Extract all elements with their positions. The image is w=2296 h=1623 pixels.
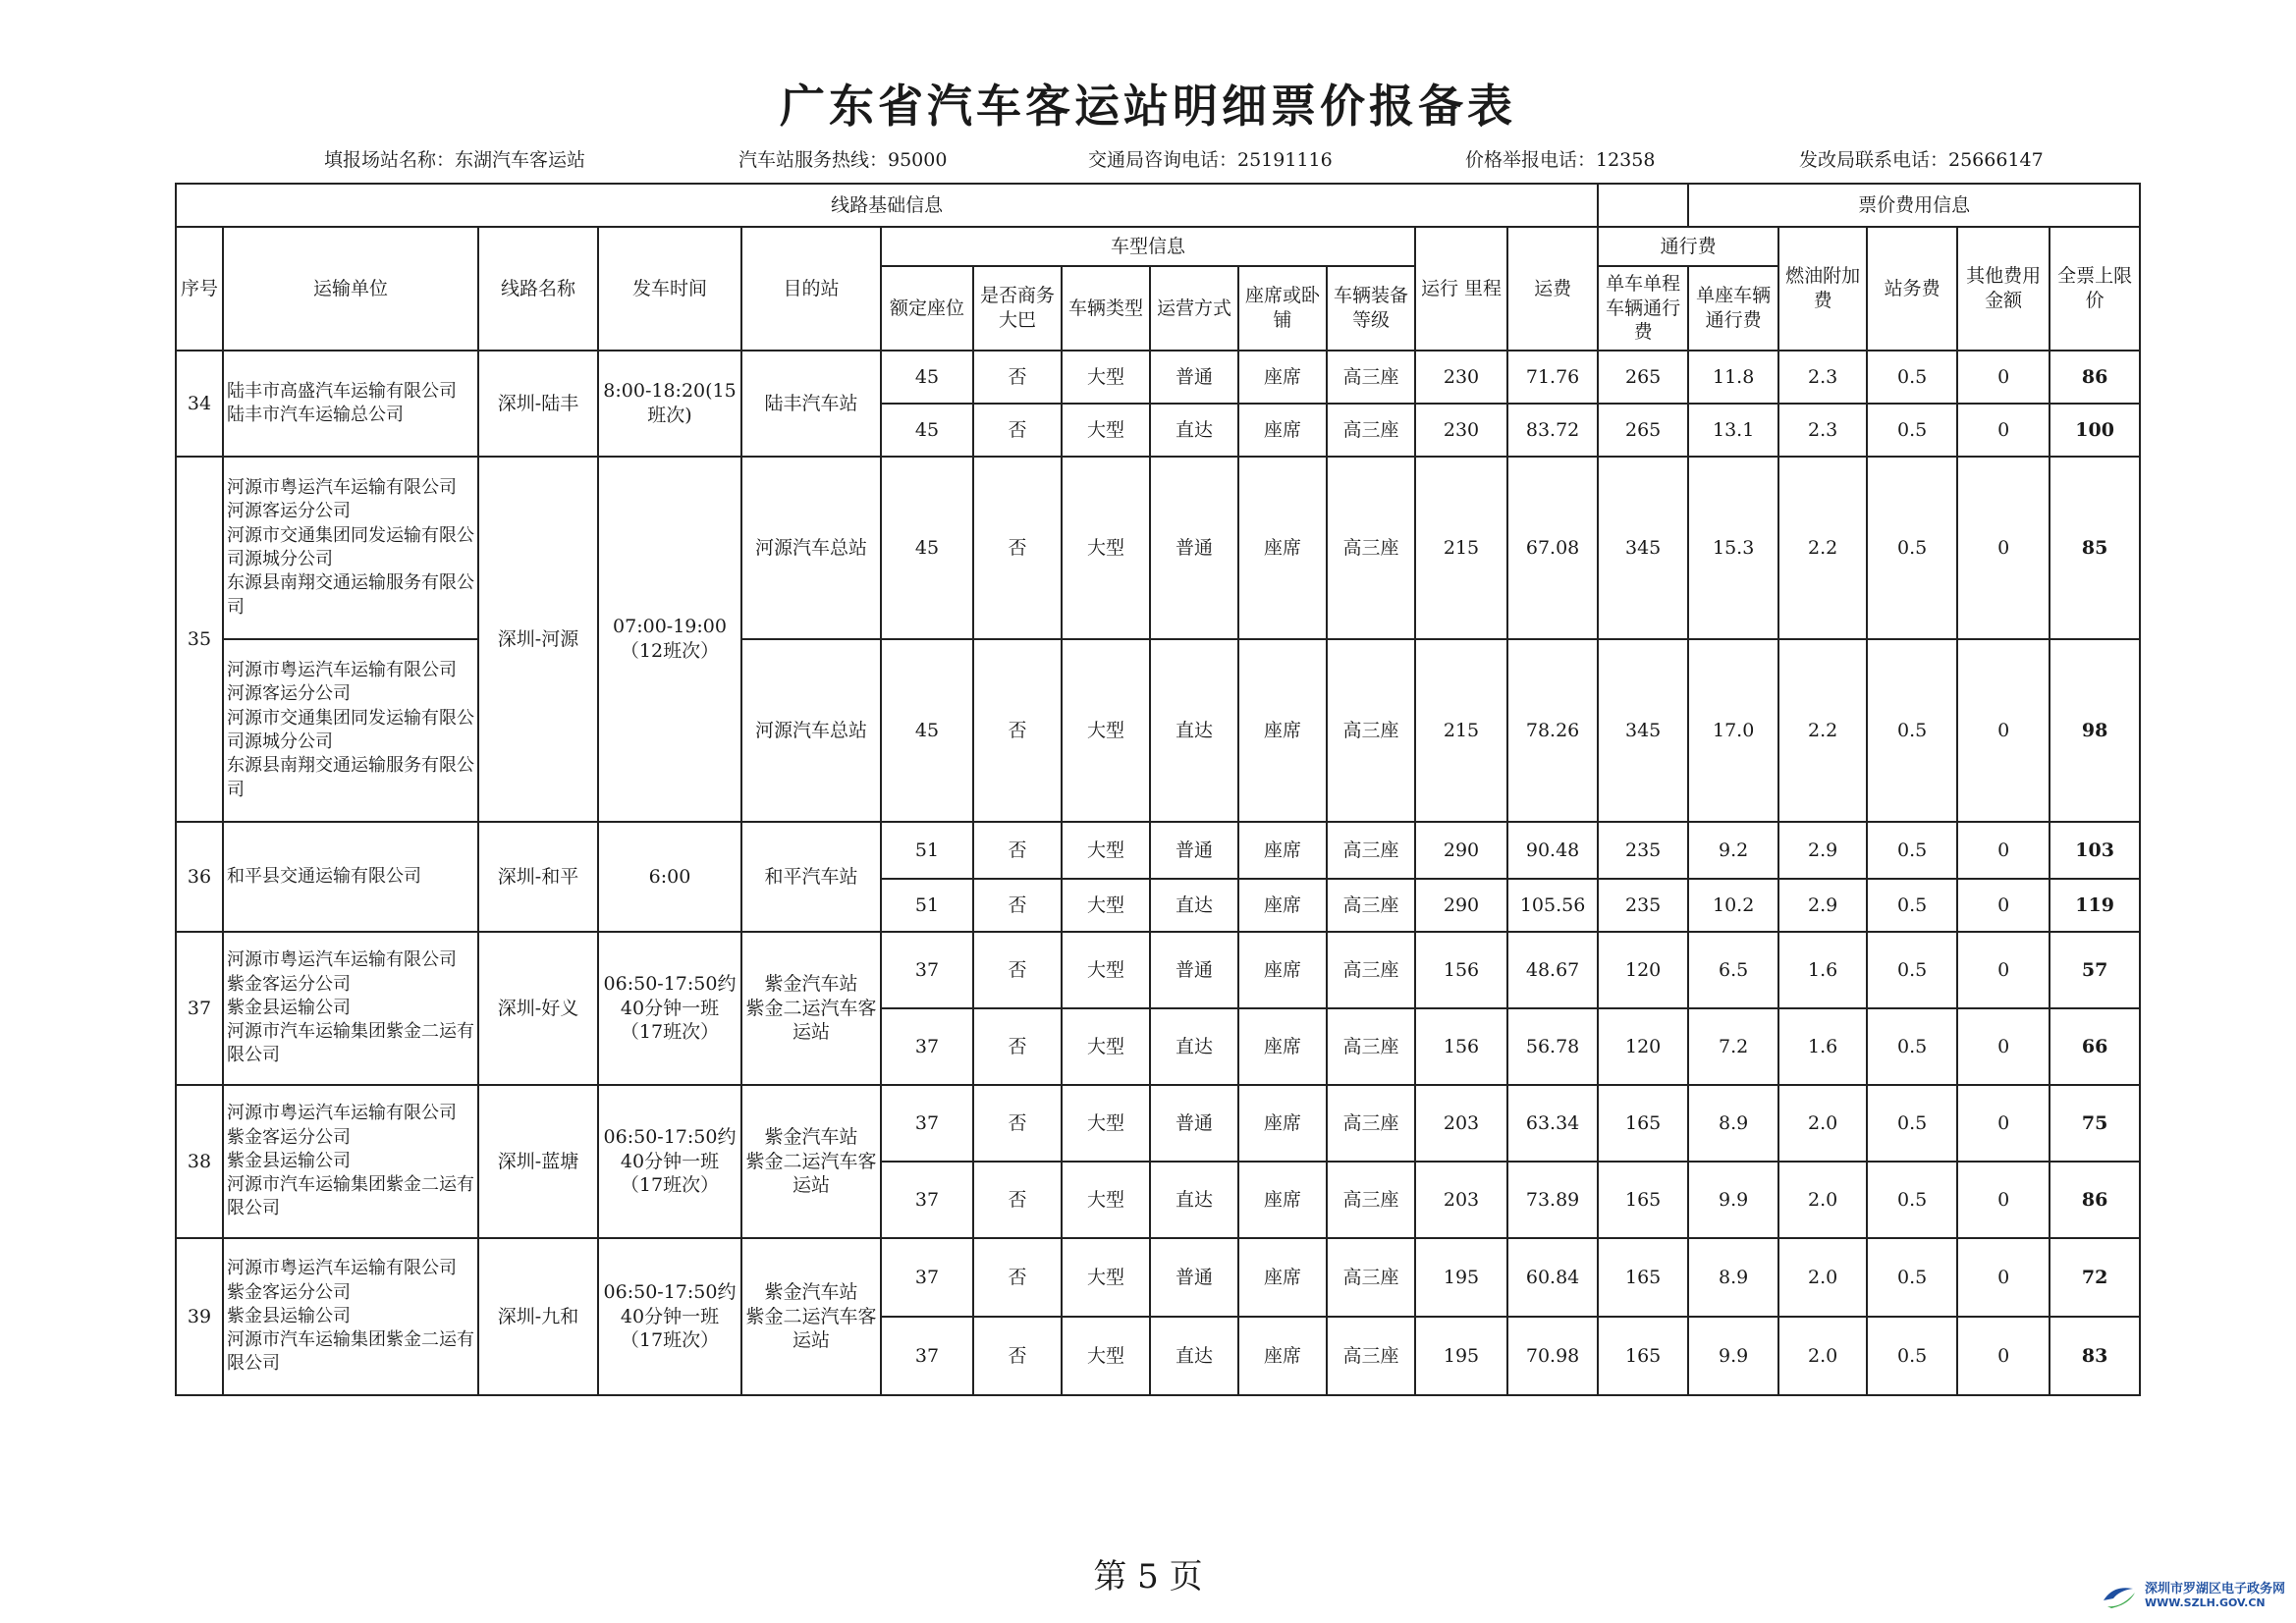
toll-seat-cell: 6.5 — [1688, 932, 1778, 1008]
seats-cell: 37 — [881, 1008, 973, 1085]
line-name-header: 线路名称 — [478, 227, 598, 351]
grade-cell: 高三座 — [1327, 457, 1415, 639]
other-fee-cell: 0 — [1957, 822, 2050, 879]
toll-vehicle-cell: 345 — [1598, 457, 1688, 639]
destination-cell: 紫金汽车站 紫金二运汽车客运站 — [741, 932, 881, 1085]
vtype-cell: 大型 — [1062, 404, 1150, 457]
grade-cell: 高三座 — [1327, 1085, 1415, 1162]
line-info-header: 线路基础信息 — [176, 184, 1598, 227]
fare-cell: 48.67 — [1507, 932, 1598, 1008]
depart-time-cell: 06:50-17:50约40分钟一班 （17班次） — [598, 1238, 741, 1395]
grade-cell: 高三座 — [1327, 1317, 1415, 1395]
mileage-cell: 203 — [1415, 1085, 1507, 1162]
seats-header: 额定座位 — [881, 266, 973, 351]
toll-seat-cell: 9.2 — [1688, 822, 1778, 879]
toll-header: 通行费 — [1598, 227, 1778, 266]
watermark-logo — [2100, 1581, 2285, 1610]
vtype-cell: 大型 — [1062, 1317, 1150, 1395]
seats-cell: 37 — [881, 932, 973, 1008]
grade-cell: 高三座 — [1327, 351, 1415, 404]
depart-time-cell: 6:00 — [598, 822, 741, 932]
business-cell: 否 — [973, 879, 1062, 932]
business-header: 是否商务大巴 — [973, 266, 1062, 351]
op-mode-cell: 直达 — [1150, 404, 1238, 457]
vtype-cell: 大型 — [1062, 932, 1150, 1008]
fare-cell: 90.48 — [1507, 822, 1598, 879]
toll-vehicle-cell: 165 — [1598, 1238, 1688, 1317]
station-fee-cell: 0.5 — [1867, 1162, 1957, 1238]
mileage-cell: 156 — [1415, 1008, 1507, 1085]
vtype-header: 车辆类型 — [1062, 266, 1150, 351]
unit-header: 运输单位 — [223, 227, 478, 351]
mileage-cell: 156 — [1415, 932, 1507, 1008]
business-cell: 否 — [973, 932, 1062, 1008]
table-row — [176, 457, 2140, 639]
toll-seat-cell: 17.0 — [1688, 639, 1778, 822]
toll-seat-cell: 15.3 — [1688, 457, 1778, 639]
grade-cell: 高三座 — [1327, 879, 1415, 932]
op-mode-cell: 直达 — [1150, 1008, 1238, 1085]
business-cell: 否 — [973, 1008, 1062, 1085]
vtype-cell: 大型 — [1062, 1162, 1150, 1238]
cap-price-cell: 85 — [2050, 457, 2140, 639]
toll-seat-cell: 7.2 — [1688, 1008, 1778, 1085]
page-title: 广东省汽车客运站明细票价报备表 — [780, 80, 1516, 133]
toll-seat-cell: 8.9 — [1688, 1238, 1778, 1317]
table-row — [176, 1085, 2140, 1162]
grade-cell: 高三座 — [1327, 1162, 1415, 1238]
mileage-cell: 195 — [1415, 1317, 1507, 1395]
op-mode-cell: 直达 — [1150, 879, 1238, 932]
fare-cell: 83.72 — [1507, 404, 1598, 457]
fuel-cell: 2.3 — [1778, 404, 1867, 457]
toll-vehicle-cell: 235 — [1598, 879, 1688, 932]
other-fee-cell: 0 — [1957, 351, 2050, 404]
table-row — [176, 822, 2140, 879]
vtype-cell: 大型 — [1062, 822, 1150, 879]
business-cell: 否 — [973, 822, 1062, 879]
station-fee-cell: 0.5 — [1867, 1317, 1957, 1395]
mileage-cell: 230 — [1415, 351, 1507, 404]
vtype-cell: 大型 — [1062, 879, 1150, 932]
fuel-cell: 2.0 — [1778, 1238, 1867, 1317]
seat-kind-cell: 座席 — [1238, 822, 1327, 879]
toll-vehicle-cell: 165 — [1598, 1085, 1688, 1162]
vtype-cell: 大型 — [1062, 351, 1150, 404]
cap-price-cell: 66 — [2050, 1008, 2140, 1085]
toll-vehicle-cell: 265 — [1598, 404, 1688, 457]
toll-vehicle-cell: 165 — [1598, 1317, 1688, 1395]
seat-kind-cell: 座席 — [1238, 879, 1327, 932]
mileage-cell: 230 — [1415, 404, 1507, 457]
seat-kind-cell: 座席 — [1238, 639, 1327, 822]
vtype-cell: 大型 — [1062, 1085, 1150, 1162]
grade-cell: 高三座 — [1327, 639, 1415, 822]
fuel-cell: 1.6 — [1778, 932, 1867, 1008]
destination-cell: 河源汽车总站 — [741, 639, 881, 822]
other-fee-cell: 0 — [1957, 457, 2050, 639]
depart-time-cell: 06:50-17:50约40分钟一班 （17班次） — [598, 1085, 741, 1238]
op-mode-cell: 普通 — [1150, 932, 1238, 1008]
vtype-cell: 大型 — [1062, 1238, 1150, 1317]
station-fee-cell: 0.5 — [1867, 932, 1957, 1008]
op-mode-header: 运营方式 — [1150, 266, 1238, 351]
seats-cell: 37 — [881, 1238, 973, 1317]
line-name-cell: 深圳-好义 — [478, 932, 598, 1085]
cap-price-cell: 86 — [2050, 351, 2140, 404]
seq-cell: 34 — [176, 351, 223, 457]
station-fee-cell: 0.5 — [1867, 404, 1957, 457]
mileage-cell: 215 — [1415, 457, 1507, 639]
business-cell: 否 — [973, 1238, 1062, 1317]
seq-cell: 36 — [176, 822, 223, 932]
depart-time-cell: 06:50-17:50约40分钟一班 （17班次） — [598, 932, 741, 1085]
transport-phone: 交通局咨询电话：25191116 — [1088, 149, 1333, 171]
blank-header — [1598, 184, 1688, 227]
fare-table — [175, 183, 2141, 1396]
business-cell: 否 — [973, 1162, 1062, 1238]
seats-cell: 45 — [881, 351, 973, 404]
ndrc-phone: 发改局联系电话：25666147 — [1799, 149, 2044, 171]
seq-cell: 38 — [176, 1085, 223, 1238]
seat-kind-cell: 座席 — [1238, 1238, 1327, 1317]
cap-price-cell: 86 — [2050, 1162, 2140, 1238]
grade-cell: 高三座 — [1327, 1008, 1415, 1085]
business-cell: 否 — [973, 1085, 1062, 1162]
unit-cell: 和平县交通运输有限公司 — [223, 822, 478, 932]
cap-price-cell: 72 — [2050, 1238, 2140, 1317]
station-fee-cell: 0.5 — [1867, 457, 1957, 639]
mileage-header: 运行 里程 — [1415, 227, 1507, 351]
cap-price-cell: 103 — [2050, 822, 2140, 879]
line-name-cell: 深圳-九和 — [478, 1238, 598, 1395]
op-mode-cell: 普通 — [1150, 457, 1238, 639]
op-mode-cell: 普通 — [1150, 822, 1238, 879]
price-report-phone: 价格举报电话：12358 — [1465, 149, 1656, 171]
unit-cell: 河源市粤运汽车运输有限公司 河源客运分公司 河源市交通集团同发运输有限公司源城分公司 东源县南翔交通运输服务有限公司 — [223, 639, 478, 822]
cap-price-cell: 57 — [2050, 932, 2140, 1008]
unit-cell: 河源市粤运汽车运输有限公司 河源客运分公司 河源市交通集团同发运输有限公司源城分公司 东源县南翔交通运输服务有限公司 — [223, 457, 478, 639]
station-fee-cell: 0.5 — [1867, 351, 1957, 404]
fuel-cell: 2.9 — [1778, 822, 1867, 879]
business-cell: 否 — [973, 351, 1062, 404]
fare-cell: 63.34 — [1507, 1085, 1598, 1162]
fare-cell: 56.78 — [1507, 1008, 1598, 1085]
op-mode-cell: 普通 — [1150, 1085, 1238, 1162]
toll-seat-cell: 13.1 — [1688, 404, 1778, 457]
mileage-cell: 203 — [1415, 1162, 1507, 1238]
depart-time-cell: 8:00-18:20(15班次) — [598, 351, 741, 457]
mileage-cell: 215 — [1415, 639, 1507, 822]
other-fee-cell: 0 — [1957, 932, 2050, 1008]
cap-price-cell: 100 — [2050, 404, 2140, 457]
fuel-cell: 2.0 — [1778, 1085, 1867, 1162]
watermark-line2: WWW.SZLH.GOV.CN — [2145, 1596, 2266, 1610]
unit-cell: 河源市粤运汽车运输有限公司 紫金客运分公司 紫金县运输公司 河源市汽车运输集团紫金二运有限公司 — [223, 1085, 478, 1238]
toll-vehicle-header: 单车单程车辆通行费 — [1598, 266, 1688, 351]
seat-kind-cell: 座席 — [1238, 932, 1327, 1008]
cap-price-cell: 83 — [2050, 1317, 2140, 1395]
mileage-cell: 290 — [1415, 822, 1507, 879]
mileage-cell: 195 — [1415, 1238, 1507, 1317]
grade-cell: 高三座 — [1327, 822, 1415, 879]
other-fee-cell: 0 — [1957, 879, 2050, 932]
vtype-cell: 大型 — [1062, 1008, 1150, 1085]
destination-header: 目的站 — [741, 227, 881, 351]
station-fee-cell: 0.5 — [1867, 1238, 1957, 1317]
vtype-cell: 大型 — [1062, 639, 1150, 822]
seat-kind-cell: 座席 — [1238, 404, 1327, 457]
unit-cell: 陆丰市高盛汽车运输有限公司 陆丰市汽车运输总公司 — [223, 351, 478, 457]
seq-cell: 39 — [176, 1238, 223, 1395]
price-info-header: 票价费用信息 — [1688, 184, 2140, 227]
fuel-cell: 1.6 — [1778, 1008, 1867, 1085]
fuel-cell: 2.0 — [1778, 1317, 1867, 1395]
fare-cell: 67.08 — [1507, 457, 1598, 639]
fuel-cell: 2.3 — [1778, 351, 1867, 404]
fare-cell: 71.76 — [1507, 351, 1598, 404]
fare-cell: 73.89 — [1507, 1162, 1598, 1238]
op-mode-cell: 直达 — [1150, 1162, 1238, 1238]
fare-cell: 78.26 — [1507, 639, 1598, 822]
unit-cell: 河源市粤运汽车运输有限公司 紫金客运分公司 紫金县运输公司 河源市汽车运输集团紫金二运有限公司 — [223, 932, 478, 1085]
fare-cell: 105.56 — [1507, 879, 1598, 932]
grade-cell: 高三座 — [1327, 1238, 1415, 1317]
business-cell: 否 — [973, 404, 1062, 457]
seat-kind-cell: 座席 — [1238, 457, 1327, 639]
fuel-cell: 2.9 — [1778, 879, 1867, 932]
toll-vehicle-cell: 265 — [1598, 351, 1688, 404]
seat-kind-cell: 座席 — [1238, 1085, 1327, 1162]
grade-header: 车辆装备等级 — [1327, 266, 1415, 351]
op-mode-cell: 直达 — [1150, 1317, 1238, 1395]
other-fee-cell: 0 — [1957, 1238, 2050, 1317]
seq-cell: 35 — [176, 457, 223, 822]
table-row — [176, 639, 2140, 822]
fare-cell: 60.84 — [1507, 1238, 1598, 1317]
fuel-cell: 2.0 — [1778, 1162, 1867, 1238]
business-cell: 否 — [973, 457, 1062, 639]
grade-cell: 高三座 — [1327, 404, 1415, 457]
depart-time-cell: 07:00-19:00 （12班次） — [598, 457, 741, 822]
destination-cell: 河源汽车总站 — [741, 457, 881, 639]
op-mode-cell: 普通 — [1150, 1238, 1238, 1317]
station-name: 填报场站名称：东湖汽车客运站 — [324, 149, 586, 171]
station-fee-cell: 0.5 — [1867, 1085, 1957, 1162]
station-fee-cell: 0.5 — [1867, 639, 1957, 822]
cap-price-cell: 119 — [2050, 879, 2140, 932]
destination-cell: 紫金汽车站 紫金二运汽车客运站 — [741, 1238, 881, 1395]
fuel-header: 燃油附加费 — [1778, 227, 1867, 351]
station-fee-cell: 0.5 — [1867, 822, 1957, 879]
grade-cell: 高三座 — [1327, 932, 1415, 1008]
seat-kind-cell: 座席 — [1238, 351, 1327, 404]
line-name-cell: 深圳-和平 — [478, 822, 598, 932]
seat-kind-cell: 座席 — [1238, 1317, 1327, 1395]
cap-price-cell: 75 — [2050, 1085, 2140, 1162]
seat-kind-header: 座席或卧铺 — [1238, 266, 1327, 351]
op-mode-cell: 直达 — [1150, 639, 1238, 822]
other-fee-cell: 0 — [1957, 639, 2050, 822]
watermark-line1: 深圳市罗湖区电子政务网 — [2145, 1581, 2286, 1596]
toll-seat-cell: 11.8 — [1688, 351, 1778, 404]
hotline: 汽车站服务热线：95000 — [738, 149, 948, 171]
toll-vehicle-cell: 120 — [1598, 932, 1688, 1008]
seats-cell: 45 — [881, 457, 973, 639]
vehicle-info-header: 车型信息 — [881, 227, 1415, 266]
toll-seat-cell: 9.9 — [1688, 1162, 1778, 1238]
fuel-cell: 2.2 — [1778, 639, 1867, 822]
other-fee-cell: 0 — [1957, 1085, 2050, 1162]
line-name-cell: 深圳-陆丰 — [478, 351, 598, 457]
business-cell: 否 — [973, 1317, 1062, 1395]
toll-seat-cell: 10.2 — [1688, 879, 1778, 932]
line-name-cell: 深圳-蓝塘 — [478, 1085, 598, 1238]
toll-vehicle-cell: 235 — [1598, 822, 1688, 879]
other-fee-header: 其他费用金额 — [1957, 227, 2050, 351]
seats-cell: 37 — [881, 1317, 973, 1395]
swirl-logo-icon — [2100, 1581, 2139, 1610]
seq-header: 序号 — [176, 227, 223, 351]
table-row — [176, 1238, 2140, 1317]
station-fee-cell: 0.5 — [1867, 1008, 1957, 1085]
seats-cell: 51 — [881, 879, 973, 932]
table-row — [176, 351, 2140, 404]
fare-header: 运费 — [1507, 227, 1598, 351]
toll-seat-cell: 8.9 — [1688, 1085, 1778, 1162]
other-fee-cell: 0 — [1957, 1317, 2050, 1395]
seats-cell: 37 — [881, 1085, 973, 1162]
cap-price-header: 全票上限价 — [2050, 227, 2140, 351]
op-mode-cell: 普通 — [1150, 351, 1238, 404]
mileage-cell: 290 — [1415, 879, 1507, 932]
cap-price-cell: 98 — [2050, 639, 2140, 822]
toll-seat-header: 单座车辆通行费 — [1688, 266, 1778, 351]
fuel-cell: 2.2 — [1778, 457, 1867, 639]
destination-cell: 紫金汽车站 紫金二运汽车客运站 — [741, 1085, 881, 1238]
seat-kind-cell: 座席 — [1238, 1162, 1327, 1238]
line-name-cell: 深圳-河源 — [478, 457, 598, 822]
other-fee-cell: 0 — [1957, 404, 2050, 457]
table-row — [176, 932, 2140, 1008]
toll-seat-cell: 9.9 — [1688, 1317, 1778, 1395]
seats-cell: 45 — [881, 404, 973, 457]
other-fee-cell: 0 — [1957, 1008, 2050, 1085]
unit-cell: 河源市粤运汽车运输有限公司 紫金客运分公司 紫金县运输公司 河源市汽车运输集团紫金二运有限公司 — [223, 1238, 478, 1395]
vtype-cell: 大型 — [1062, 457, 1150, 639]
fare-cell: 70.98 — [1507, 1317, 1598, 1395]
toll-vehicle-cell: 165 — [1598, 1162, 1688, 1238]
destination-cell: 陆丰汽车站 — [741, 351, 881, 457]
other-fee-cell: 0 — [1957, 1162, 2050, 1238]
seats-cell: 45 — [881, 639, 973, 822]
seat-kind-cell: 座席 — [1238, 1008, 1327, 1085]
station-fee-header: 站务费 — [1867, 227, 1957, 351]
page-number: 第 5 页 — [1093, 1557, 1203, 1596]
toll-vehicle-cell: 345 — [1598, 639, 1688, 822]
seats-cell: 37 — [881, 1162, 973, 1238]
seats-cell: 51 — [881, 822, 973, 879]
station-fee-cell: 0.5 — [1867, 879, 1957, 932]
destination-cell: 和平汽车站 — [741, 822, 881, 932]
toll-vehicle-cell: 120 — [1598, 1008, 1688, 1085]
seq-cell: 37 — [176, 932, 223, 1085]
depart-time-header: 发车时间 — [598, 227, 741, 351]
business-cell: 否 — [973, 639, 1062, 822]
